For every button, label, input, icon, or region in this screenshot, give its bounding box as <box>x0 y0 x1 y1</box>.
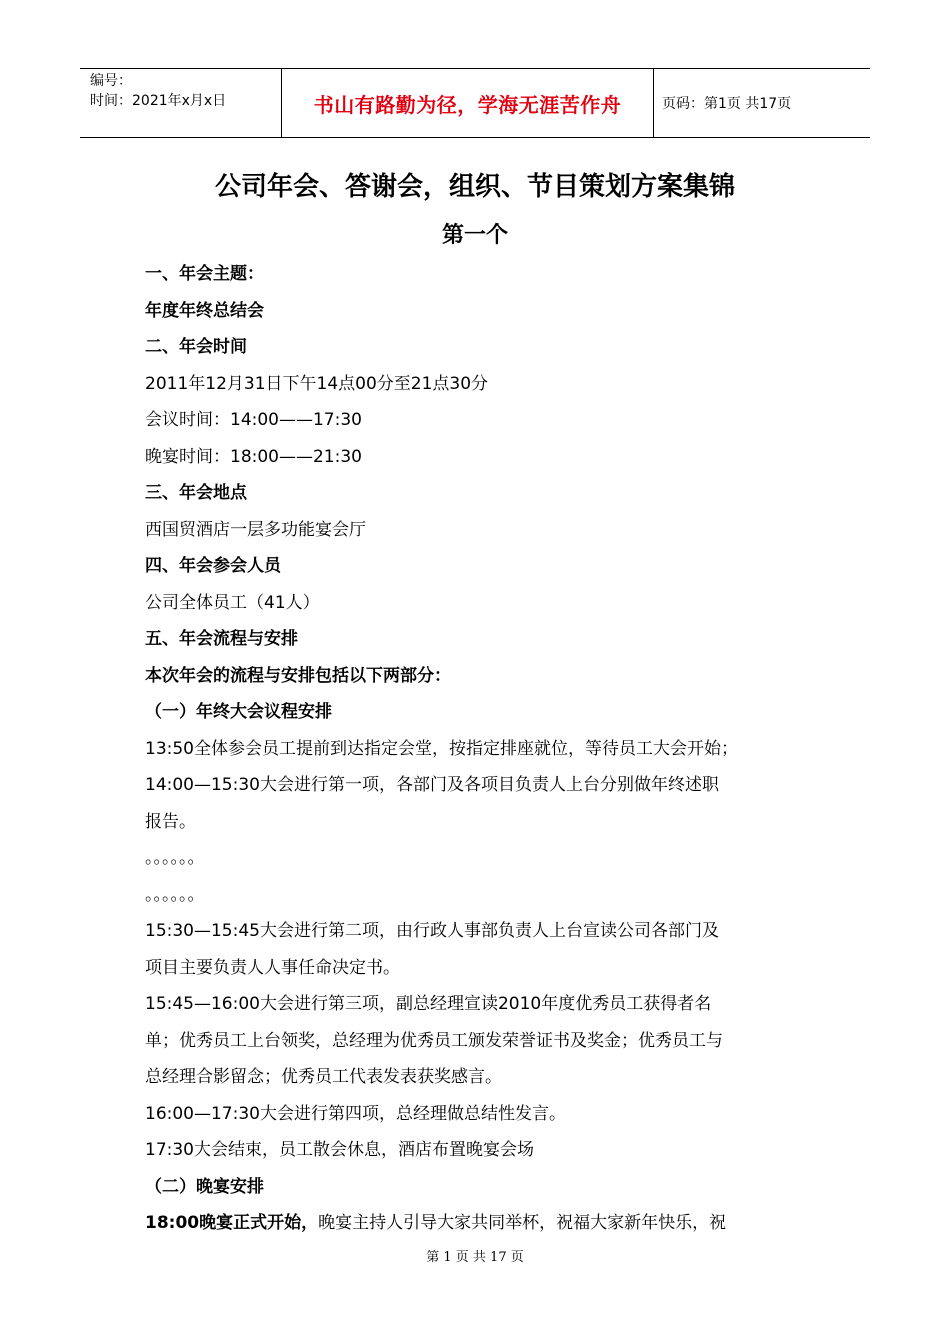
body-line: 五、年会流程与安排 <box>145 629 298 649</box>
body-line: （一）年终大会议程安排 <box>145 702 332 722</box>
body-line: 年度年终总结会 <box>145 300 264 321</box>
page-header <box>80 68 870 138</box>
body-line: 15:45—16:00大会进行第三项，副总经理宣读2010年度优秀员工获得者名 <box>145 994 712 1014</box>
doc-date-label: 时间：2021年x月x日 <box>90 93 227 109</box>
body-line: 15:30—15:45大会进行第二项，由行政人事部负责人上台宣读公司各部门及 <box>145 921 719 941</box>
body-line: 二、年会时间 <box>145 337 247 357</box>
body-line: 会议时间：14:00——17:30 <box>145 410 362 430</box>
body-line: 四、年会参会人员 <box>145 556 281 576</box>
last-line-strong: 18:00晚宴正式开始， <box>145 1213 319 1233</box>
header-left-cell <box>80 69 281 137</box>
page-footer: 第 1 页 共 17 页 <box>426 1250 524 1265</box>
last-line-rest: 晚宴主持人引导大家共同举杯，祝福大家新年快乐，祝 <box>318 1213 727 1233</box>
body-line: 西国贸酒店一层多功能宴会厅 <box>145 519 366 540</box>
body-line: 2011年12月31日下午14点00分至21点30分 <box>145 373 489 394</box>
body-line: 13:50全体参会员工提前到达指定会堂，按指定排座就位，等待员工大会开始； <box>145 738 738 759</box>
body-line: 14:00—15:30大会进行第一项，各部门及各项目负责人上台分别做年终述职 <box>145 775 719 795</box>
body-line: 公司全体员工（41人） <box>145 592 320 613</box>
header-motto: 书山有路勤为径，学海无涯苦作舟 <box>281 69 654 137</box>
document-body <box>145 256 810 1242</box>
body-line: 晚宴时间：18:00——21:30 <box>145 446 362 467</box>
body-line: 17:30大会结束，员工散会休息，酒店布置晚宴会场 <box>145 1140 534 1160</box>
body-line: （二）晚宴安排 <box>145 1176 264 1197</box>
body-line-last <box>145 1205 810 1242</box>
body-line: 报告。 <box>145 811 196 832</box>
body-line: 总经理合影留念；优秀员工代表发表获奖感言。 <box>145 1067 502 1087</box>
body-lines <box>145 256 810 1205</box>
body-line: 单；优秀员工上台领奖，总经理为优秀员工颁发荣誉证书及奖金；优秀员工与 <box>145 1030 723 1051</box>
document-title: 公司年会、答谢会，组织、节目策划方案集锦 <box>214 172 735 202</box>
header-page-info: 页码：第1页 共17页 <box>662 96 792 112</box>
body-line: 本次年会的流程与安排包括以下两部分： <box>145 665 451 686</box>
body-line: 16:00—17:30大会进行第四项，总经理做总结性发言。 <box>145 1103 566 1124</box>
document-subtitle: 第一个 <box>441 223 508 248</box>
body-line: 项目主要负责人人事任命决定书。 <box>145 957 400 978</box>
body-line: 三、年会地点 <box>145 483 247 503</box>
body-line: 。。。。。。 <box>145 848 205 868</box>
body-line: 。。。。。。 <box>145 884 205 905</box>
body-line: 一、年会主题： <box>145 264 264 284</box>
doc-code-label: 编号： <box>90 73 132 89</box>
